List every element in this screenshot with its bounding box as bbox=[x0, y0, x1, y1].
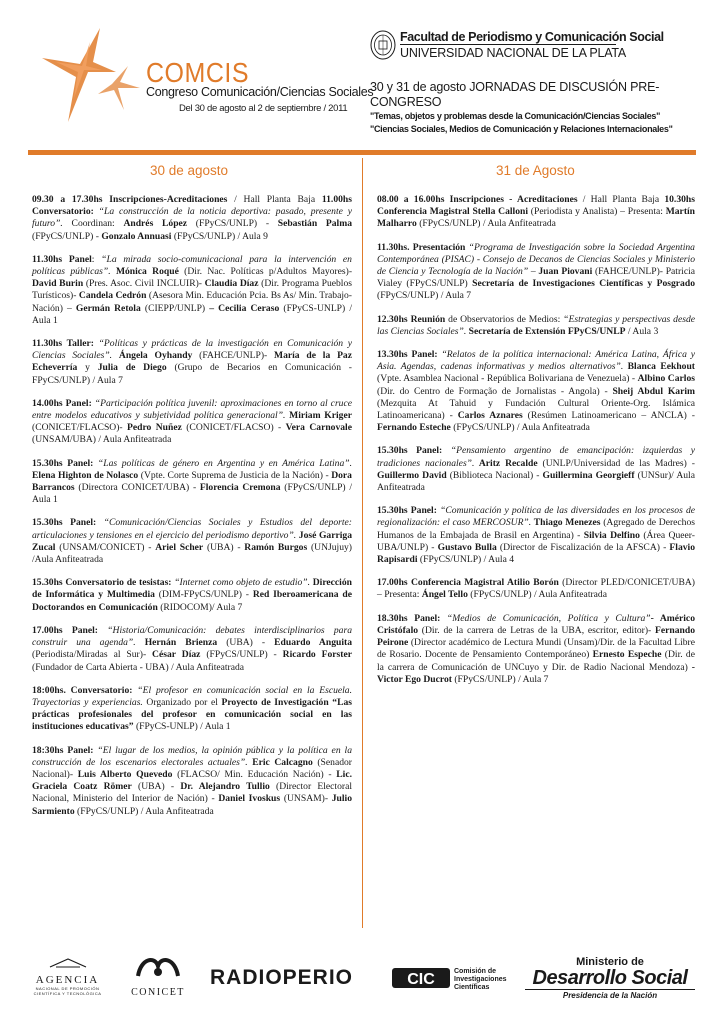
entry-bold-text: Albino Carlos bbox=[637, 373, 695, 385]
university-rule bbox=[400, 44, 616, 45]
cic-logo bbox=[392, 964, 507, 995]
entry-bold-text: Elena Highton de Nolasco bbox=[32, 469, 139, 481]
entry-text: (FPyCS/UNLP) / Aula Anfiteatrada bbox=[416, 218, 556, 230]
entry-bold-text: Claudia Díaz bbox=[204, 278, 259, 290]
entry-bold-text: Carlos Aznares bbox=[457, 410, 523, 422]
entry-bold-text: 17.00hs Conferencia Magistral Atilio Borón bbox=[377, 577, 559, 589]
entry-bold-text: Florencia Cremona bbox=[199, 482, 281, 494]
entry-text: (Biblioteca Nacional) - bbox=[446, 469, 543, 481]
entry-text: (RIDOCOM)/ Aula 7 bbox=[157, 601, 243, 613]
entry-text: (FPyCS-UNLP) / Aula 1 bbox=[133, 721, 231, 733]
entry-text: (Director PLED/CONICET/UBA) – Presenta: bbox=[377, 577, 695, 601]
entry-text: (Dir. Nac. Políticas p/Adultos Mayores)- bbox=[178, 266, 353, 278]
comcis-title: COMCIS bbox=[146, 58, 249, 89]
entry-bold-text: 13.30hs Panel: bbox=[377, 349, 438, 361]
entry-text: (Senador Nacional)- bbox=[32, 756, 352, 780]
agencia-emblem-icon bbox=[48, 957, 88, 969]
ministerio-logo bbox=[525, 956, 695, 1000]
entry-text: (CONICET/FLACSO)- bbox=[32, 422, 127, 434]
ministerio-sub: Presidencia de la Nación bbox=[562, 991, 658, 1000]
column-divider bbox=[362, 158, 363, 928]
entry-text: (CONICET/FLACSO) - bbox=[181, 422, 286, 434]
entry-text: (UNLP/Universidad de las Madres) - bbox=[537, 457, 695, 469]
entry-bold-text: Luis Alberto Quevedo bbox=[77, 768, 173, 780]
comcis-dates: Del 30 de agosto al 2 de septiembre / 2011 bbox=[179, 103, 348, 114]
entry-text: (Agregado de Derechos Humanos de la Embajada de Brasil en Argentina) - bbox=[377, 517, 695, 541]
entry-bold-text: José Garriga Zucal bbox=[32, 529, 352, 553]
entry-title-text: “Pensamiento argentino de emancipación: izquierdas y tradiciones nacionales”. bbox=[377, 445, 695, 469]
entry-text: (Dir. de la carrera de Letras de la UBA, escritor, editor)- bbox=[418, 624, 656, 636]
schedule-entry bbox=[377, 242, 695, 303]
cic-mark: CIC bbox=[407, 971, 435, 988]
entry-bold-text: Secretaría de Investigaciones Científicas y Posgrado bbox=[472, 278, 695, 290]
schedule-entry bbox=[32, 685, 352, 734]
entry-text: (FPyCS/UNLP) / Aula 1 bbox=[32, 482, 352, 506]
entry-text: (FPyCS/UNLP) / Aula Anfiteatrada bbox=[74, 805, 214, 817]
cic-emblem-icon bbox=[392, 964, 450, 990]
entry-text: (Mezquita At Tahuid y Fundación Cultural Oriente-Org. Islámica Latinoamericana) - bbox=[377, 397, 695, 422]
schedule-entry bbox=[377, 613, 695, 686]
entry-bold-text: Blanca Eekhout bbox=[623, 361, 695, 373]
entry-text: (FAHCE/UNLP)- Patricia Vialey (FPyCS/UNLP) bbox=[377, 266, 695, 290]
entry-bold-text: Flavio Rapisardi bbox=[377, 541, 696, 566]
entry-bold-text: Fernando Peirone bbox=[377, 624, 695, 649]
entry-bold-text: 15.30hs Panel: bbox=[32, 457, 94, 469]
entry-text: (FPyCS/UNLP) / Aula 9 bbox=[171, 230, 268, 242]
entry-bold-text: 15.30hs Panel: bbox=[377, 445, 443, 457]
entry-bold-text: 09.30 a 17.30hs Inscripciones-Acreditaciones bbox=[32, 194, 228, 205]
entry-text: : bbox=[91, 253, 102, 265]
schedule-entry bbox=[377, 349, 695, 434]
entry-text: (Grupo de Becarios en Comunicación - FPyCS/UNLP) / Aula 7 bbox=[32, 362, 353, 386]
entry-bold-text: 14.00hs Panel: bbox=[32, 397, 92, 409]
day-heading-august-30: 30 de agosto bbox=[150, 163, 229, 178]
entry-text: (FPyCS/UNLP) / Aula Anfiteatrada bbox=[467, 589, 607, 601]
entry-bold-text: Sebastián Palma bbox=[277, 218, 353, 230]
entry-text: (Área Queer-UBA/UNLP) - bbox=[377, 529, 695, 553]
schedule-entry bbox=[32, 194, 352, 243]
entry-bold-text: Ramón Burgos bbox=[244, 541, 308, 553]
entry-bold-text: 15.30hs Panel: bbox=[32, 517, 97, 529]
entry-text: (FPyCS/UNLP) - bbox=[187, 218, 278, 230]
entry-bold-text: Candela Cedrón bbox=[78, 290, 147, 302]
entry-text: (Dir. do Centro de Formação de Jornalistas - Angola) - bbox=[377, 385, 613, 397]
entry-bold-text: Dora Barrancos bbox=[32, 469, 352, 494]
schedule-column-august-31 bbox=[377, 194, 695, 697]
comcis-subtitle: Congreso Comunicación/Ciencias Sociales bbox=[146, 85, 374, 99]
entry-bold-text: Dr. Alejandro Tullio bbox=[180, 781, 270, 793]
schedule-entry bbox=[32, 398, 352, 447]
sponsor-footer bbox=[0, 948, 724, 1008]
entry-bold-text: 15.30hs Panel: bbox=[377, 505, 437, 517]
entry-text: (Director académico de Lectura Mundi (Unsam)/Dir. de la Facultad Libre de Rosario. Docente de Pensamiento Contemporáneo) bbox=[377, 637, 695, 661]
entry-text: (UNSAM/UBA) / Aula Anfiteatrada bbox=[32, 434, 172, 446]
entry-title-text: “Comunicación/Ciencias Sociales y Estudios del deporte: articulaciones y tensiones en el ejercicio del periodismo deportivo”. bbox=[32, 517, 353, 541]
entry-bold-text: Pedro Nuñez bbox=[127, 422, 182, 434]
entry-text: (UNSAM)- bbox=[280, 793, 332, 805]
entry-text: (FLACSO/ Min. Educación Nación) - bbox=[172, 768, 337, 780]
university-name: UNIVERSIDAD NACIONAL DE LA PLATA bbox=[400, 46, 627, 60]
conicet-name: CONICET bbox=[131, 987, 185, 998]
header bbox=[0, 0, 724, 150]
entry-text: / Aula 3 bbox=[625, 325, 659, 337]
entry-text: (UBA) - bbox=[217, 637, 275, 649]
entry-bold-text: 12.30hs Reunión bbox=[377, 313, 446, 325]
entry-bold-text: Eric Calcagno bbox=[247, 756, 313, 768]
cic-name: Comisión de Investigaciones Científicas bbox=[454, 968, 507, 991]
entry-bold-text: Ángel Tello bbox=[421, 589, 468, 601]
entry-bold-text: Andrés López bbox=[123, 218, 188, 230]
entry-bold-text: Red Iberoamericana de Doctorandos en Comunicación bbox=[32, 589, 352, 613]
entry-title-text: “Estrategias y perspectivas desde las Ciencias Sociales”. bbox=[377, 313, 696, 337]
entry-title-text: “El profesor en comunicación social en la Escuela. Trayectorias y experiencias. bbox=[32, 684, 352, 708]
entry-text: Coordinan: bbox=[62, 218, 124, 230]
entry-bold-text: 18:00hs. Conversatorio: bbox=[32, 684, 133, 696]
ministerio-top: Ministerio de bbox=[576, 956, 644, 968]
entry-bold-text: Sheij Abdul Karim bbox=[612, 385, 695, 397]
entry-text: (Pres. Asoc. Civil INCLUIR)- bbox=[83, 278, 205, 290]
entry-bold-text: Hernán Brienza bbox=[135, 637, 218, 649]
entry-text: (Resúmen Latinoamericano – ANCLA) - bbox=[522, 410, 695, 422]
entry-bold-text: Gustavo Bulla bbox=[437, 541, 497, 553]
entry-bold-text: Eduardo Anguita bbox=[274, 637, 352, 649]
entry-bold-text: Ricardo Forster bbox=[282, 649, 352, 661]
entry-bold-text: 15.30hs Conversatorio de tesistas: bbox=[32, 577, 172, 589]
entry-text: – bbox=[528, 266, 539, 278]
entry-bold-text: Martín Malharro bbox=[377, 206, 696, 230]
entry-bold-text: Ángela Oyhandy bbox=[112, 350, 193, 362]
schedule-entry bbox=[32, 517, 352, 566]
entry-bold-text: Guillermo David bbox=[377, 469, 447, 481]
schedule-entry bbox=[377, 505, 695, 566]
entry-bold-text: 08.00 a 16.00hs Inscripciones - Acreditaciones bbox=[377, 194, 578, 205]
entry-text: (DIM-FPyCS/UNLP) - bbox=[154, 589, 253, 601]
entry-bold-text: 10.30hs Conferencia Magistral Stella Calloni bbox=[377, 194, 695, 218]
entry-text: y bbox=[77, 362, 98, 374]
entry-bold-text: Secretaría de Extensión FPyCS/UNLP bbox=[466, 325, 626, 337]
entry-bold-text: César Díaz bbox=[152, 649, 201, 661]
schedule-entry bbox=[32, 577, 352, 614]
entry-bold-text: 18.30hs Panel: bbox=[377, 612, 441, 624]
entry-bold-text: 11.30hs Panel bbox=[32, 253, 92, 265]
entry-bold-text: Lic. Graciela Coatz Römer bbox=[32, 768, 353, 793]
ministerio-main: Desarrollo Social bbox=[532, 967, 688, 989]
schedule-entry bbox=[32, 254, 352, 327]
entry-text: (Directora CONICET/UBA) - bbox=[74, 482, 200, 494]
faculty-name: Facultad de Periodismo y Comunicación Social bbox=[400, 30, 664, 44]
entry-text: / Hall Planta Baja bbox=[227, 194, 322, 205]
entry-bold-text: María de la Paz Echeverría bbox=[32, 350, 352, 374]
event-title: 30 y 31 de agosto JORNADAS DE DISCUSIÓN PRE-CONGRESO bbox=[370, 80, 660, 109]
entry-bold-text: Julia de Diego bbox=[97, 362, 167, 374]
schedule-entry bbox=[32, 745, 352, 818]
entry-title-text: “Internet como objeto de estudio”. bbox=[171, 577, 311, 589]
entry-bold-text: David Burin bbox=[32, 278, 84, 290]
ministerio-rule bbox=[525, 989, 695, 990]
entry-bold-text: - Victor Ego Ducrot bbox=[377, 661, 695, 685]
entry-title-text: “Políticas y prácticas de la investigación en Comunicación y Ciencias Sociales”. bbox=[32, 338, 352, 362]
entry-bold-text: Miriam Kriger bbox=[285, 410, 352, 422]
entry-bold-text: Gonzalo Annuasi bbox=[101, 230, 172, 242]
comcis-star-logo-icon bbox=[28, 22, 148, 127]
entry-bold-text: Guillermina Georgieff bbox=[542, 469, 635, 481]
entry-bold-text: Vera Carnovale bbox=[285, 422, 352, 434]
schedule-entry bbox=[377, 314, 695, 338]
schedule-entry bbox=[377, 194, 695, 231]
entry-text: (Periodista y Analista) – Presenta: bbox=[528, 206, 666, 218]
entry-bold-text: 11.30hs Taller: bbox=[32, 338, 94, 350]
conicet-logo bbox=[118, 954, 198, 998]
entry-text: / Hall Planta Baja bbox=[577, 194, 665, 205]
entry-text: (Director Electoral Nacional, Ministerio del Interior de Nación) - bbox=[32, 781, 353, 805]
entry-text: (UNJujuy) /Aula Anfiteatrada bbox=[32, 541, 352, 566]
entry-title-text: “Medios de Comunicación, Política y Cultura” bbox=[440, 612, 651, 624]
entry-bold-text: 11.00hs Conversatorio: bbox=[32, 194, 352, 218]
unlp-seal-icon bbox=[370, 30, 396, 60]
entry-bold-text: Daniel Ivoskus bbox=[218, 793, 281, 805]
schedule-column-august-30 bbox=[32, 194, 352, 829]
entry-text: (Asesora Min. Educación Pcia. Bs As/ Min. Trabajo- Nación) – bbox=[32, 290, 352, 314]
entry-bold-text: Julio Sarmiento bbox=[32, 793, 352, 817]
entry-bold-text: Ariel Scher bbox=[155, 541, 204, 553]
entry-text: (FPyCS/UNLP) - bbox=[32, 230, 102, 242]
entry-title-text: “La mirada socio-comunicacional para la intervención en políticas públicas”. bbox=[32, 253, 352, 278]
schedule-entry bbox=[32, 625, 352, 674]
entry-title-text: “El lugar de los medios, la opinión pública y la política en la construcción de los escenarios electorales actuales”. bbox=[32, 744, 352, 768]
entry-text: (UBA) - bbox=[131, 781, 181, 793]
entry-text: (UNSAM/CONICET) - bbox=[55, 541, 156, 553]
entry-text: (UNSur)/ Aula Anfiteatrada bbox=[377, 469, 695, 494]
entry-bold-text: Ernesto Espeche bbox=[592, 649, 662, 661]
entry-text: (Periodista/Miradas al Sur)- bbox=[32, 649, 153, 661]
entry-text: (Vpte. Corte Suprema de Justicia de la Nación) - bbox=[138, 469, 332, 481]
entry-bold-text: 17.00hs Panel: bbox=[32, 624, 98, 636]
entry-bold-text: - Américo Cristófalo bbox=[377, 612, 695, 636]
entry-bold-text: Fernando Esteche bbox=[377, 422, 451, 434]
entry-text: de Observatorios de Medios: bbox=[445, 313, 564, 325]
entry-bold-text: Proyecto de Investigación “Las prácticas profesionales del profesor en comunicación social en las instituciones educativas” bbox=[32, 696, 352, 733]
entry-title-text: “Historia/Comunicación: debates interdisciplinarios para construir una agenda”. bbox=[32, 624, 352, 649]
entry-text: (Fundador de Carta Abierta - UBA) / Aula Anfiteatrada bbox=[32, 661, 245, 673]
day-heading-august-31: 31 de Agosto bbox=[496, 163, 575, 178]
entry-text: (Vpte. Asamblea Nacional - República Bolivariana de Venezuela) - bbox=[377, 373, 638, 385]
entry-bold-text: Dirección de Informática y Multimedia bbox=[32, 577, 352, 601]
agencia-logo bbox=[30, 956, 105, 996]
header-divider bbox=[28, 150, 696, 155]
entry-text: (FPyCS/UNLP) / Aula Anfiteatrada bbox=[450, 422, 590, 434]
entry-text: (FPyCS/UNLP) - bbox=[200, 649, 283, 661]
agencia-name: AGENCIA bbox=[35, 974, 100, 986]
entry-title-text: “Relatos de la política internacional: América Latina, África y Asia. Agendas, cadenas informativas y medios alternativos”. bbox=[377, 349, 695, 373]
entry-title-text: “Las políticas de género en Argentina y en América Latina”. bbox=[93, 457, 352, 469]
entry-bold-text: Silvia Delfino bbox=[583, 529, 640, 541]
conicet-emblem-icon bbox=[133, 954, 183, 980]
entry-title-text: “Programa de Investigación sobre la Sociedad Argentina Contemporánea (PISAC) - Consejo de Decanos de Ciencias Sociales y Ministerio de Ciencia y Tecnología de la Nación” bbox=[377, 241, 695, 278]
entry-title-text: “La construcción de la noticia deportiva: pasado, presente y futuro”. bbox=[32, 206, 352, 230]
entry-text: (Dir. de la carrera de Comunicación de UNCuyo y Dir. de Radio Nacional Mendoza) bbox=[377, 649, 695, 673]
entry-text: (FPyCS/UNLP) / Aula 7 bbox=[451, 673, 549, 685]
entry-bold-text: Germán Retola bbox=[75, 302, 141, 314]
event-theme-1: "Temas, objetos y problemas desde la Comunicación/Ciencias Sociales" bbox=[370, 111, 661, 121]
entry-bold-text: Mónica Roqué bbox=[110, 266, 179, 278]
schedule-entry bbox=[32, 458, 352, 507]
radioperio-logo: RADIOPERIO bbox=[210, 966, 354, 989]
entry-bold-text: 18:30hs Panel: bbox=[32, 744, 94, 756]
entry-text: (Dir. Programa Pueblos Turísticos)- bbox=[32, 278, 353, 302]
event-theme-2: "Ciencias Sociales, Medios de Comunicación y Relaciones Internacionales" bbox=[370, 124, 673, 134]
entry-title-text: “Comunicación y política de las diversidades en los procesos de regionalización: el caso MERCOSUR”. bbox=[377, 505, 695, 529]
entry-bold-text: Thiago Menezes bbox=[531, 517, 601, 529]
schedule-entry bbox=[377, 445, 695, 494]
entry-text: (FPyCS/UNLP) / Aula 7 bbox=[377, 290, 472, 302]
schedule-entry bbox=[32, 338, 352, 387]
entry-text: (UBA) - bbox=[203, 541, 245, 553]
entry-text: (FAHCE/UNLP)- bbox=[192, 350, 275, 362]
entry-bold-text: 11.30hs. Presentación bbox=[377, 241, 466, 253]
entry-bold-text: Aritz Recalde bbox=[474, 457, 538, 469]
entry-title-text: “Participación política juvenil: aproximaciones en torno al cruce entre modelos educativos y subjetividad política generacional”. bbox=[32, 397, 352, 422]
entry-text: Organizado por el bbox=[142, 696, 222, 708]
entry-bold-text: – Cecilia Ceraso bbox=[209, 302, 280, 314]
entry-bold-text: Juan Piovani bbox=[538, 266, 593, 278]
entry-text: (Director de Fiscalización de la AFSCA) - bbox=[496, 541, 670, 553]
agencia-subtitle: NACIONAL DE PROMOCIÓN CIENTÍFICA Y TECNOLÓGICA bbox=[33, 986, 102, 996]
schedule-entry bbox=[377, 577, 695, 601]
entry-text: (CIEPP/UNLP) bbox=[140, 302, 210, 314]
entry-text: (FPyCS-UNLP) / Aula 1 bbox=[32, 302, 352, 326]
entry-text: (FPyCS/UNLP) / Aula 4 bbox=[417, 554, 515, 566]
